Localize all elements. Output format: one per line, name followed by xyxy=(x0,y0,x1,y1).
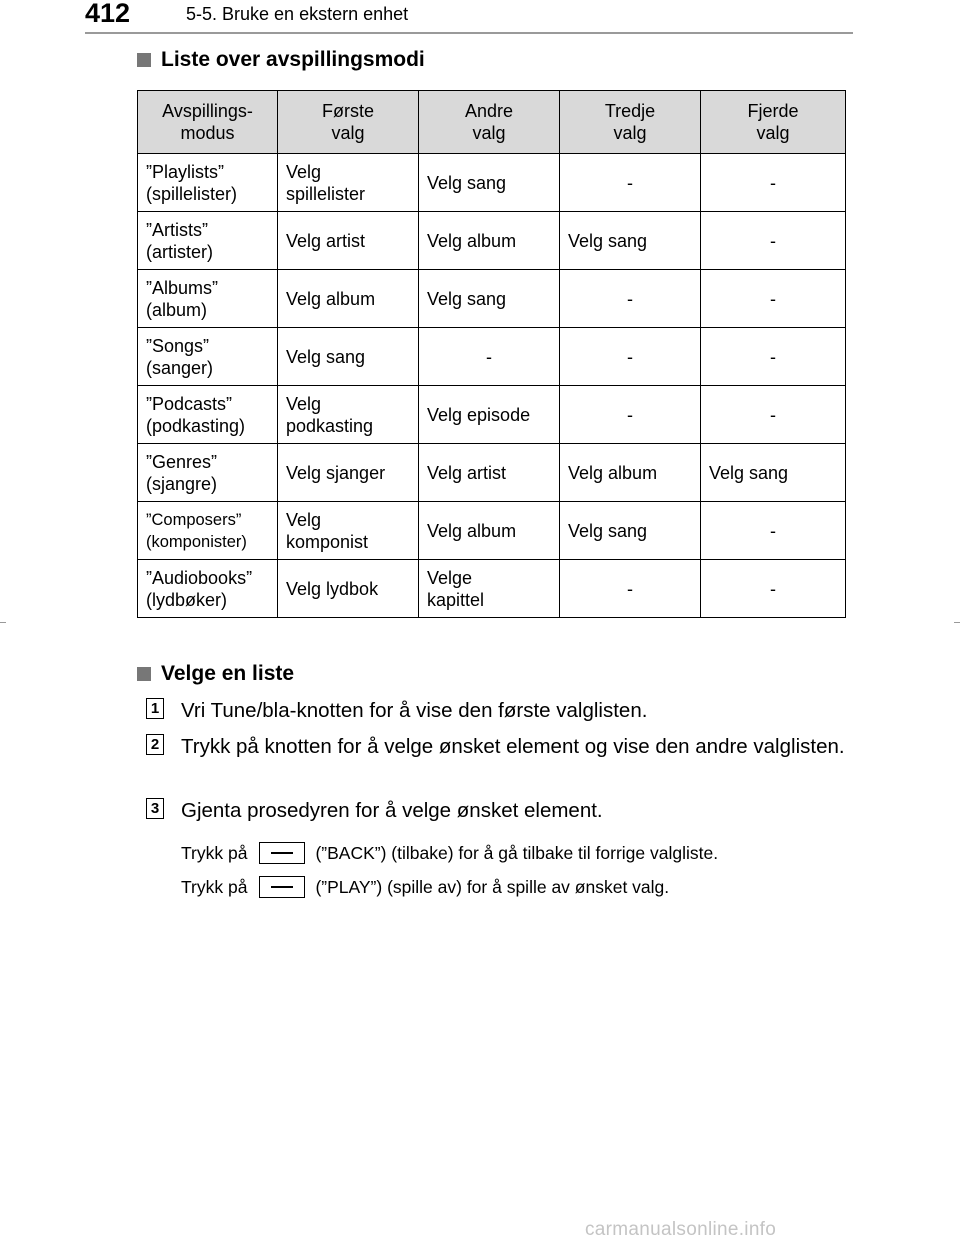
note-prefix: Trykk på xyxy=(181,876,248,897)
note-back xyxy=(181,842,718,864)
table-cell: Velg album xyxy=(419,502,560,560)
crop-mark-left xyxy=(0,622,6,623)
table-cell: - xyxy=(701,502,846,560)
table-cell: Velg komponist xyxy=(278,502,419,560)
table-cell: Velge kapittel xyxy=(419,560,560,618)
table-cell: Velg album xyxy=(419,212,560,270)
step-number-badge: 3 xyxy=(146,798,164,819)
step-text: Vri Tune/bla-knotten for å vise den første valglisten. xyxy=(181,699,648,722)
table-cell: ”Composers” (komponister) xyxy=(138,502,278,560)
table-row xyxy=(138,560,846,618)
table-cell: Velg sang xyxy=(278,328,419,386)
table-cell: ”Albums” (album) xyxy=(138,270,278,328)
table-cell: Velg sang xyxy=(419,154,560,212)
table-cell: ”Genres” (sjangre) xyxy=(138,444,278,502)
table-cell: - xyxy=(560,154,701,212)
note-play xyxy=(181,876,669,898)
heading-select-list xyxy=(137,662,294,686)
heading-playback-modes-text: Liste over avspillingsmodi xyxy=(161,48,425,71)
table-header-cell: Fjerde valg xyxy=(701,91,846,154)
table-row xyxy=(138,270,846,328)
table-cell: Velg artist xyxy=(278,212,419,270)
table-row xyxy=(138,328,846,386)
table-cell: Velg lydbok xyxy=(278,560,419,618)
table-header-cell: Første valg xyxy=(278,91,419,154)
table-row xyxy=(138,212,846,270)
table-cell: - xyxy=(419,328,560,386)
table-cell: Velg spillelister xyxy=(278,154,419,212)
table-cell: Velg sjanger xyxy=(278,444,419,502)
table-cell: ”Podcasts” (podkasting) xyxy=(138,386,278,444)
back-button-icon xyxy=(259,842,305,864)
table-cell: Velg sang xyxy=(419,270,560,328)
step-2 xyxy=(146,732,846,761)
play-button-icon xyxy=(259,876,305,898)
table-cell: Velg sang xyxy=(701,444,846,502)
table-cell: Velg sang xyxy=(560,212,701,270)
heading-select-list-text: Velge en liste xyxy=(161,662,295,685)
table-header-cell: Tredje valg xyxy=(560,91,701,154)
table-cell: ”Songs” (sanger) xyxy=(138,328,278,386)
step-3 xyxy=(146,796,846,825)
table-cell: - xyxy=(701,154,846,212)
note-prefix: Trykk på xyxy=(181,842,248,863)
step-number-badge: 1 xyxy=(146,698,164,719)
table-cell: - xyxy=(560,270,701,328)
step-number-badge: 2 xyxy=(146,734,164,755)
table-cell: ”Audiobooks” (lydbøker) xyxy=(138,560,278,618)
step-text: Trykk på knotten for å velge ønsket element og vise den andre valglisten. xyxy=(181,735,845,758)
table-cell: - xyxy=(701,328,846,386)
table-cell: Velg album xyxy=(278,270,419,328)
table-cell: - xyxy=(560,386,701,444)
step-1 xyxy=(146,696,846,725)
table-row xyxy=(138,502,846,560)
header-rule xyxy=(85,32,853,34)
table-cell: - xyxy=(701,270,846,328)
table-cell: ”Playlists” (spillelister) xyxy=(138,154,278,212)
table-header-cell: Avspillings- modus xyxy=(138,91,278,154)
step-text: Gjenta prosedyren for å velge ønsket element. xyxy=(181,799,603,822)
crop-mark-right xyxy=(954,622,960,623)
table-cell: Velg artist xyxy=(419,444,560,502)
table-cell: Velg episode xyxy=(419,386,560,444)
table-row xyxy=(138,386,846,444)
square-bullet-icon xyxy=(137,53,151,67)
table-cell: - xyxy=(560,328,701,386)
table-cell: Velg sang xyxy=(560,502,701,560)
table-cell: ”Artists” (artister) xyxy=(138,212,278,270)
square-bullet-icon xyxy=(137,667,151,681)
table-header-cell: Andre valg xyxy=(419,91,560,154)
table-row xyxy=(138,444,846,502)
table-cell: Velg album xyxy=(560,444,701,502)
table-cell: - xyxy=(701,560,846,618)
table-cell: - xyxy=(701,212,846,270)
table-row xyxy=(138,154,846,212)
table-cell: - xyxy=(701,386,846,444)
heading-playback-modes xyxy=(137,48,425,72)
section-title: 5-5. Bruke en ekstern enhet xyxy=(186,4,409,24)
note-text: (”BACK”) (tilbake) for å gå tilbake til forrige valgliste. xyxy=(315,842,719,863)
watermark: carmanualsonline.info xyxy=(585,1219,777,1240)
table-cell: - xyxy=(560,560,701,618)
page-number: 412 xyxy=(85,0,131,28)
table-cell: Velg podkasting xyxy=(278,386,419,444)
note-text: (”PLAY”) (spille av) for å spille av ønsket valg. xyxy=(315,876,670,897)
table-header-row xyxy=(138,91,846,154)
playback-modes-table xyxy=(137,90,846,618)
